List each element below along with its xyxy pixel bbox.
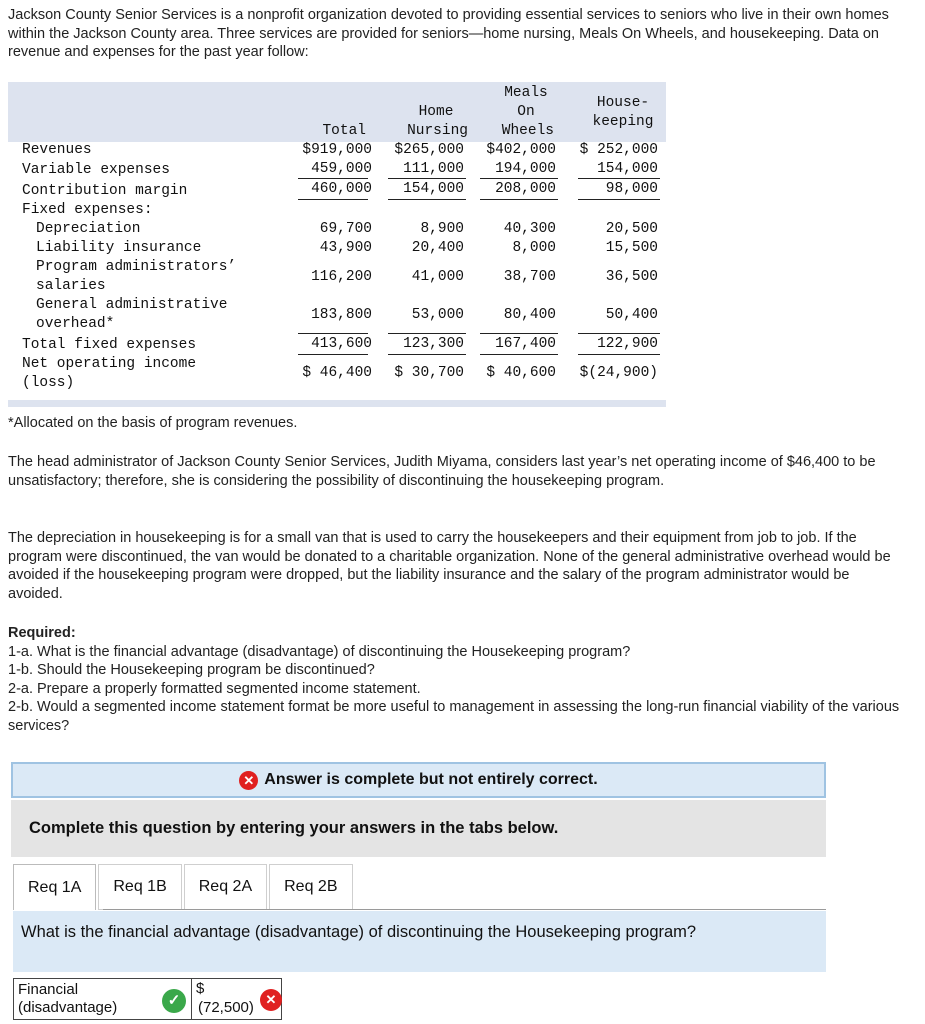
liability-home: 20,400: [411, 240, 464, 256]
tab-req-2a[interactable]: Req 2A: [184, 864, 267, 910]
underline: [480, 178, 558, 179]
table-bottom-band: [8, 400, 666, 407]
underline: [480, 333, 558, 334]
contribution-meals: 208,000: [495, 181, 556, 197]
underline: [388, 333, 466, 334]
answer-status-text: Answer is complete but not entirely correct.: [264, 771, 598, 788]
required-item: 2-a. Prepare a properly formatted segmented income statement.: [8, 680, 421, 697]
row-general-label-line1: General administrative: [36, 297, 228, 313]
underline: [388, 178, 466, 179]
required-title: Required:: [8, 625, 76, 641]
row-revenues-label: Revenues: [22, 142, 92, 158]
contribution-home: 154,000: [403, 181, 464, 197]
currency-symbol: $: [196, 980, 205, 997]
depreciation-house: 20,500: [605, 221, 658, 237]
underline: [298, 199, 368, 200]
underline: [388, 354, 466, 355]
tab-req-1a[interactable]: Req 1A: [13, 864, 96, 910]
tab-req-1b[interactable]: Req 1B: [98, 864, 181, 910]
underline: [298, 354, 368, 355]
answer-table: [13, 978, 282, 1020]
underline: [578, 199, 660, 200]
revenues-total: $919,000: [302, 142, 372, 158]
underline: [480, 354, 558, 355]
variable-home: 111,000: [403, 161, 464, 177]
answer-label-line1: Financial: [18, 981, 79, 998]
liability-house: 15,500: [605, 240, 658, 256]
liability-total: 43,900: [319, 240, 372, 256]
row-depreciation-label: Depreciation: [36, 221, 141, 237]
noi-home: $ 30,700: [394, 365, 464, 381]
instructions-bar: [11, 800, 826, 857]
required-item: 1-b. Should the Housekeeping program be discontinued?: [8, 662, 375, 678]
tab-divider: [103, 909, 826, 910]
header-house-line2: keeping: [592, 114, 654, 130]
row-program-label-line2: salaries: [36, 278, 106, 294]
general-total: 183,800: [311, 307, 372, 323]
intro-paragraph: Jackson County Senior Services is a nonprofit organization devoted to providing essential services to seniors who live in their own homes within the Jackson County area. Three services are provided for seniors—home nursing, Meals On Wheels, and housekeeping. Data on revenue and expenses for the past year follow:: [8, 7, 889, 60]
required-item: 2-b. Would a segmented income statement format be more useful to management in assessing the long-run financial viability of the various services?: [8, 699, 900, 734]
underline: [480, 199, 558, 200]
total-fixed-meals: 167,400: [495, 336, 556, 352]
total-fixed-home: 123,300: [403, 336, 464, 352]
incorrect-icon: ✕: [239, 771, 258, 790]
program-house: 36,500: [605, 269, 658, 285]
general-house: 50,400: [605, 307, 658, 323]
general-meals: 80,400: [503, 307, 556, 323]
noi-total: $ 46,400: [302, 365, 372, 381]
underline: [578, 178, 660, 179]
instructions-text: Complete this question by entering your answers in the tabs below.: [29, 819, 559, 837]
variable-total: 459,000: [311, 161, 372, 177]
required-item: 1-a. What is the financial advantage (disadvantage) of discontinuing the Housekeeping program?: [8, 643, 631, 660]
financial-data-table: [8, 82, 666, 408]
answer-value-input[interactable]: [191, 979, 281, 1019]
variable-house: 154,000: [597, 161, 658, 177]
row-total-fixed-label: Total fixed expenses: [22, 337, 197, 353]
total-fixed-house: 122,900: [597, 336, 658, 352]
row-general-label-line2: overhead*: [36, 316, 115, 332]
depreciation-total: 69,700: [319, 221, 372, 237]
contribution-house: 98,000: [605, 181, 658, 197]
program-home: 41,000: [411, 269, 464, 285]
row-contribution-label: Contribution margin: [22, 183, 188, 199]
administrator-paragraph: The head administrator of Jackson County Senior Services, Judith Miyama, considers last year’s net operating income of $46,400 to be unsatisfactory; therefore, she is considering the possibility of discontinuing the housekeeping program.: [8, 454, 876, 489]
noi-house: $(24,900): [579, 365, 658, 381]
underline: [298, 178, 368, 179]
total-fixed-total: 413,600: [311, 336, 372, 352]
row-fixed-header-label: Fixed expenses:: [22, 202, 153, 218]
row-liability-label: Liability insurance: [36, 240, 202, 256]
question-panel: [13, 911, 826, 972]
depreciation-paragraph: The depreciation in housekeeping is for a small van that is used to carry the housekeepers and their equipment from job to job. If the program were discontinued, the van would be donated to a charitable organization. None of the general administrative overhead would be avoided if the housekeeping program were dropped, but the liability insurance and the salary of the program administrator would be avoided.: [8, 530, 891, 602]
variable-meals: 194,000: [495, 161, 556, 177]
row-noi-label-line2: (loss): [22, 375, 75, 391]
row-variable-label: Variable expenses: [22, 162, 170, 178]
question-text: What is the financial advantage (disadvantage) of discontinuing the Housekeeping program?: [21, 923, 697, 941]
liability-meals: 8,000: [512, 240, 556, 256]
underline: [388, 199, 466, 200]
row-noi-label-line1: Net operating income: [22, 356, 197, 372]
table-footnote: *Allocated on the basis of program revenues.: [8, 415, 298, 431]
revenues-meals: $402,000: [486, 142, 556, 158]
header-meals-line1: Meals: [504, 85, 548, 101]
header-meals-line2: On: [517, 104, 535, 120]
depreciation-home: 8,900: [420, 221, 464, 237]
contribution-total: 460,000: [311, 181, 372, 197]
incorrect-icon: ✕: [260, 989, 282, 1011]
revenues-house: $ 252,000: [579, 142, 658, 158]
general-home: 53,000: [411, 307, 464, 323]
underline: [578, 333, 660, 334]
program-total: 116,200: [311, 269, 372, 285]
program-meals: 38,700: [503, 269, 556, 285]
header-home-line2: Nursing: [407, 123, 468, 139]
noi-meals: $ 40,600: [486, 365, 556, 381]
tab-req-2b[interactable]: Req 2B: [269, 864, 352, 910]
answer-status-banner: [11, 762, 826, 798]
underline: [298, 333, 368, 334]
header-total: Total: [322, 123, 366, 139]
header-meals-line3: Wheels: [501, 123, 554, 139]
header-home-line1: Home: [418, 104, 454, 120]
row-program-label-line1: Program administrators’: [36, 259, 237, 275]
correct-check-icon: ✓: [162, 989, 186, 1013]
underline: [578, 354, 660, 355]
answer-label: [14, 979, 191, 1019]
revenues-home: $265,000: [394, 142, 464, 158]
requirement-tabs: [13, 864, 355, 910]
depreciation-meals: 40,300: [503, 221, 556, 237]
header-house-line1: House-: [596, 95, 650, 111]
required-section: [8, 624, 908, 735]
answer-label-line2: (disadvantage): [18, 999, 118, 1016]
answer-value: (72,500): [198, 999, 254, 1016]
